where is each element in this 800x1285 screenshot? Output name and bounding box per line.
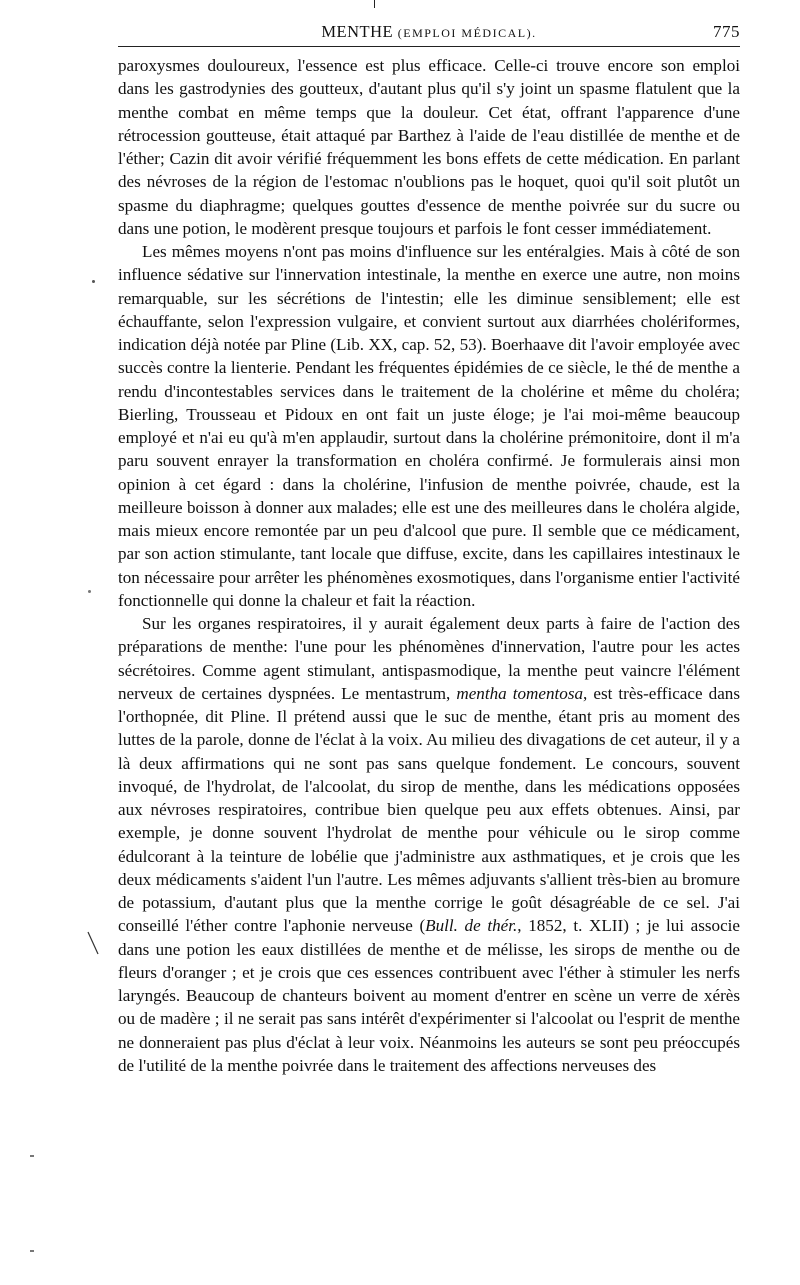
running-head bbox=[118, 20, 740, 47]
paragraph-3-end: , 1852, t. XLII) ; je lui associe dans une potion les eaux distillées de menthe et de mélisse, les sirops de menthe ou de fleurs d'oranger ; et je crois que ces essences contribuent avec l'éther à stimuler les nerfs laryngés. Beaucoup de chanteurs boivent au moment d'entrer en scène un verre de xérès ou de madère ; il ne serait pas sans intérêt d'expérimenter si l'alcoolat ou l'esprit de menthe ne donneraient pas plus d'éclat à leur voix. Néanmoins les auteurs se sont peu préoccupés de l'utilité de la menthe poivrée dans le traitement des affections nerveuses des bbox=[118, 916, 741, 1075]
margin-dash-mark bbox=[30, 1250, 34, 1252]
paragraph-3-middle: , est très-efficace dans l'orthopnée, dit Pline. Il prétend aussi que le suc de menthe, étant pris au moment des luttes de la parole, donne de l'éclat à la voix. Au milieu des divagations de cet auteur, il y a là deux affirmations qui ne sont pas sans quelque fondement. Le concours, souvent invoqué, de l'hydrolat, de l'alcoolat, du sirop de menthe, dans les médications opposées aux névroses respiratoires, contribue bien quelque peu aux effets obtenues. Ainsi, par exemple, je donne souvent l'hydrolat de menthe pour véhicule ou le sirop comme édulcorant à la teinture de lobélie que j'administre aux asthmatiques, et je crois que les deux médicaments s'aident l'un l'autre. Les mêmes adjuvants s'allient très-bien au bromure de potassium, d'autant plus que la menthe corrige le goût désagréable de ce sel. J'ai conseillé l'éther contre l'aphonie nerveuse ( bbox=[118, 683, 740, 936]
paragraph-1: paroxysmes douloureux, l'essence est plus efficace. Celle-ci trouve encore son emploi dans les gastrodynies des goutteux, d'autant plus qu'il s'y joint un spasme flatulent que la menthe combat en même temps que la douleur. Cet état, offrant l'apparence d'une rétrocession goutteuse, était attaqué par Barthez à l'aide de l'eau distillée de menthe et de l'éther; Cazin dit avoir vérifié fréquemment les bons effets de cette médication. En parlant des névroses de la région de l'estomac n'oublions pas le hoquet, quoi qu'il soit plutôt un spasme du diaphragme; quelques gouttes d'essence de menthe poivrée sur du sucre ou dans une potion, le modèrent presque toujours et parfois le font cesser immédiatement. bbox=[118, 56, 740, 238]
margin-stroke-mark bbox=[86, 930, 100, 956]
margin-dash-mark bbox=[30, 1155, 34, 1157]
paragraph-2: Les mêmes moyens n'ont pas moins d'influence sur les entéralgies. Mais à côté de son influence sédative sur l'innervation intestinale, la menthe en exerce une autre, non moins remarquable, sur les sécrétions de l'intestin; elle les diminue sensiblement; elle est échauffante, selon l'expression vulgaire, et convient surtout aux diarrhées cholériformes, indication déjà notée par Pline (Lib. XX, cap. 52, 53). Boerhaave dit l'avoir employée avec succès contre la lienterie. Pendant les fréquentes épidémies de ce siècle, le thé de menthe a rendu d'incontestables services dans le traitement de la cholérine et même du choléra; Bierling, Trousseau et Pidoux en ont fait un juste éloge; je l'ai moi-même beaucoup employé et n'ai eu qu'à m'en applaudir, surtout dans la cholérine prémonitoire, dont il m'a paru souvent enrayer la transformation en choléra confirmé. Je formulerais ainsi mon opinion à cet égard : dans la cholérine, l'infusion de menthe poivrée, chaude, est la meilleure boisson à donner aux malades; elle est une des meilleures dans le choléra algide, mais mieux encore remontée par un peu d'alcool que pure. Il semble que ce médicament, par son action stimulante, tant locale que diffuse, excite, dans les capillaires intestinaux le ton nécessaire pour arrêter les phénomènes exosmotiques, dans l'organisme entier l'activité fonctionnelle qui donne la chaleur et fait la réaction. bbox=[118, 242, 740, 610]
top-margin-mark bbox=[374, 0, 375, 8]
body-text bbox=[118, 54, 740, 1077]
journal-reference-italic: Bull. de thér. bbox=[425, 916, 518, 936]
paragraph-3 bbox=[118, 612, 740, 1077]
margin-dot-mark bbox=[92, 280, 95, 283]
page-number: 775 bbox=[713, 22, 740, 41]
species-name-italic: mentha tomentosa bbox=[456, 683, 584, 703]
running-title bbox=[118, 22, 740, 42]
header-title: MENTHE bbox=[321, 22, 394, 41]
header-subtitle: (EMPLOI MÉDICAL). bbox=[397, 26, 537, 40]
margin-dot-mark bbox=[88, 590, 91, 593]
paragraph-3-start: Sur les organes respiratoires, il y aurait également deux parts à faire de l'action des préparations de menthe: l'une pour les phénomènes d'innervation, l'autre pour les actes sécrétoires. Comme agent stimulant, antispasmodique, la menthe peut vaincre l'élément nerveux de certaines dyspnées. Le mentastrum, bbox=[118, 614, 740, 703]
